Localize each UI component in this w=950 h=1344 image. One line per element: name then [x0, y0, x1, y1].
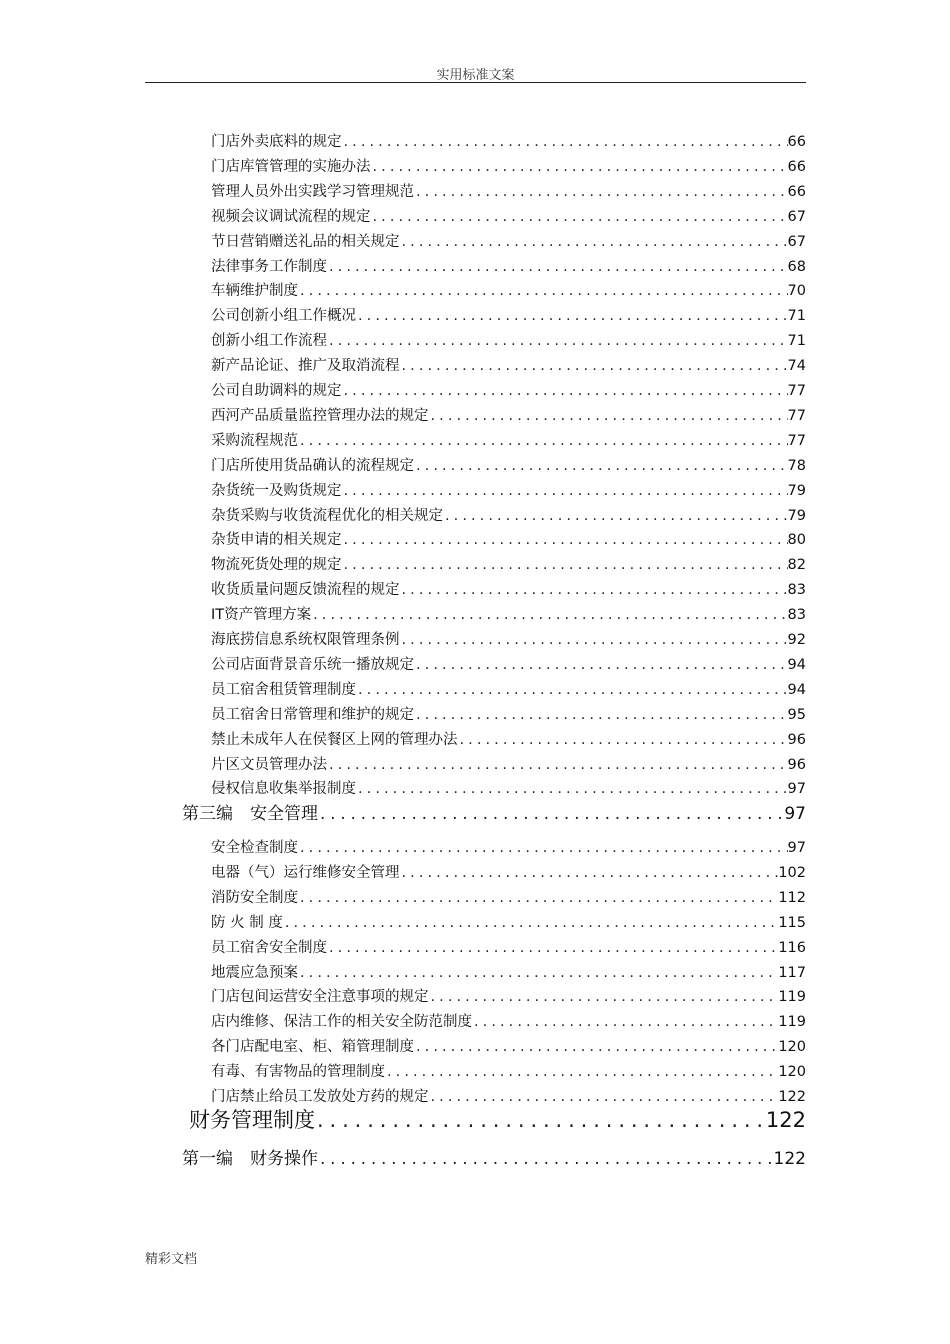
page-footer: 精彩文档 — [145, 1252, 198, 1267]
toc-entry-page: 77 — [787, 407, 806, 424]
toc-entry[interactable] — [211, 628, 806, 649]
toc-entry-title: 安全检查制度 — [211, 840, 298, 856]
toc-entry[interactable] — [211, 479, 806, 500]
toc-leader-dots — [472, 1014, 778, 1030]
toc-entry-title: 物流死货处理的规定 — [211, 557, 342, 574]
toc-entry-page: 66 — [787, 134, 806, 150]
toc-entry-title: 法律事务工作制度 — [211, 258, 327, 275]
toc-entry-page: 67 — [787, 233, 806, 250]
toc-leader-dots — [298, 840, 788, 856]
toc-entry[interactable] — [211, 961, 806, 982]
toc-entry-page: 120 — [778, 1064, 806, 1081]
toc-entry-page: 115 — [778, 914, 806, 931]
toc-entry[interactable] — [211, 703, 806, 724]
toc-entry-title: 员工宿舍日常管理和维护的规定 — [211, 706, 414, 723]
toc-entry[interactable] — [211, 728, 806, 749]
toc-entry[interactable] — [211, 553, 806, 574]
toc-entry-title: 地震应急预案 — [211, 964, 298, 981]
toc-entry-title: 侵权信息收集举报制度 — [211, 781, 356, 798]
page-header: 实用标准文案 — [436, 68, 515, 83]
toc-entry-page: 71 — [787, 333, 806, 350]
toc-entry[interactable] — [211, 304, 806, 325]
toc-entry-page: 97 — [784, 804, 806, 824]
toc-leader-dots — [342, 532, 788, 548]
toc-leader-dots — [414, 657, 788, 673]
toc-entry-title: 公司自助调料的规定 — [211, 383, 342, 399]
toc-entry-title: IT资产管理方案 — [211, 607, 312, 624]
toc-leader-dots — [327, 259, 788, 275]
toc-entry-page: 79 — [787, 507, 806, 524]
toc-entry-title: 门店外卖底料的规定 — [211, 134, 342, 150]
toc-leader-dots — [400, 358, 788, 374]
toc-leader-dots — [414, 458, 788, 474]
toc-entry-page: 67 — [787, 208, 806, 225]
toc-entry-title: 第一编 财务操作 — [182, 1149, 318, 1169]
toc-entry-page: 119 — [778, 989, 806, 1006]
toc-leader-dots — [283, 915, 778, 931]
toc-entry-page: 83 — [787, 582, 806, 599]
toc-entry-page: 92 — [787, 632, 806, 648]
toc-entry-title: 公司店面背景音乐统一播放规定 — [211, 656, 414, 673]
toc-entry[interactable] — [211, 678, 806, 699]
toc-leader-dots — [298, 890, 778, 906]
toc-entry[interactable] — [211, 578, 806, 599]
toc-entry[interactable] — [182, 799, 806, 824]
toc-leader-dots — [458, 732, 788, 748]
toc-leader-dots — [318, 1149, 774, 1169]
toc-entry-page: 120 — [778, 1039, 806, 1056]
toc-entry-page: 70 — [787, 283, 806, 300]
toc-entry-page: 82 — [787, 557, 806, 574]
toc-leader-dots — [385, 1064, 778, 1080]
toc-leader-dots — [315, 1108, 766, 1132]
toc-entry-page: 77 — [787, 383, 806, 399]
toc-leader-dots — [371, 159, 788, 175]
toc-entry-title: 消防安全制度 — [211, 889, 298, 906]
toc-leader-dots — [414, 707, 788, 723]
toc-entry-title: 门店库管管理的实施办法 — [211, 158, 371, 175]
toc-leader-dots — [298, 283, 788, 299]
toc-entry[interactable] — [211, 155, 806, 176]
toc-entry-title: 员工宿舍安全制度 — [211, 939, 327, 956]
toc-entry[interactable] — [211, 861, 806, 882]
toc-entry[interactable] — [182, 1144, 806, 1169]
toc-entry[interactable] — [211, 1010, 806, 1031]
toc-entry-title: 采购流程规范 — [211, 432, 298, 449]
toc-entry-page: 66 — [787, 183, 806, 200]
toc-entry-page: 83 — [787, 607, 806, 624]
toc-leader-dots — [400, 234, 788, 250]
toc-leader-dots — [342, 557, 788, 573]
toc-entry-page: 117 — [778, 964, 806, 981]
toc-entry-title: 节日营销赠送礼品的相关规定 — [211, 233, 400, 250]
toc-entry-title: 财务管理制度 — [189, 1108, 315, 1132]
toc-entry-title: 防 火 制 度 — [211, 914, 283, 931]
toc-entry-title: 第三编 安全管理 — [182, 804, 318, 824]
toc-entry[interactable] — [211, 354, 806, 375]
toc-entry[interactable] — [211, 836, 806, 857]
toc-entry[interactable] — [211, 180, 806, 201]
toc-entry-page: 97 — [787, 781, 806, 798]
toc-leader-dots — [342, 383, 788, 399]
toc-entry[interactable] — [211, 603, 806, 624]
toc-leader-dots — [298, 965, 778, 981]
toc-leader-dots — [356, 781, 788, 797]
toc-leader-dots — [327, 940, 778, 956]
toc-entry-page: 102 — [778, 864, 806, 881]
toc-entry-title: 管理人员外出实践学习管理规范 — [211, 183, 414, 200]
toc-entry-page: 96 — [787, 731, 806, 748]
toc-entry-page: 94 — [787, 656, 806, 673]
toc-entry-title: 电器（气）运行维修安全管理 — [211, 864, 400, 881]
toc-entry-title: 新产品论证、推广及取消流程 — [211, 358, 400, 375]
toc-entry[interactable] — [189, 1104, 806, 1134]
toc-entry[interactable] — [211, 528, 806, 549]
toc-entry[interactable] — [211, 230, 806, 251]
toc-entry-page: 116 — [778, 939, 806, 956]
toc-leader-dots — [356, 308, 788, 324]
toc-entry-title: 车辆维护制度 — [211, 283, 298, 300]
toc-entry-title: 视频会议调试流程的规定 — [211, 208, 371, 225]
toc-leader-dots — [318, 804, 784, 824]
toc-entry-title: 海底捞信息系统权限管理条例 — [211, 632, 400, 648]
toc-entry-title: 员工宿舍租赁管理制度 — [211, 681, 356, 698]
toc-leader-dots — [400, 865, 779, 881]
toc-leader-dots — [327, 757, 788, 773]
toc-entry[interactable] — [211, 911, 806, 932]
toc-leader-dots — [400, 632, 788, 648]
toc-leader-dots — [429, 1089, 779, 1105]
toc-entry-page: 78 — [787, 457, 806, 474]
toc-entry[interactable] — [211, 504, 806, 525]
toc-entry-title: 创新小组工作流程 — [211, 333, 327, 350]
toc-entry[interactable] — [211, 886, 806, 907]
toc-leader-dots — [327, 333, 788, 349]
toc-entry-page: 122 — [773, 1149, 806, 1169]
toc-entry-title: 杂货申请的相关规定 — [211, 532, 342, 549]
toc-entry-title: 门店禁止给员工发放处方药的规定 — [211, 1089, 429, 1105]
toc-entry-page: 94 — [787, 681, 806, 698]
toc-entry-title: 杂货统一及购货规定 — [211, 482, 342, 499]
toc-leader-dots — [429, 989, 779, 1005]
toc-entry-page: 122 — [765, 1108, 806, 1132]
toc-entry[interactable] — [211, 653, 806, 674]
toc-entry-title: 门店所使用货品确认的流程规定 — [211, 457, 414, 474]
toc-entry-title: 有毒、有害物品的管理制度 — [211, 1064, 385, 1081]
toc-entry[interactable] — [211, 329, 806, 350]
toc-entry-page: 122 — [778, 1089, 806, 1105]
toc-entry-page: 71 — [787, 308, 806, 325]
toc-entry-title: 门店包间运营安全注意事项的规定 — [211, 989, 429, 1006]
toc-entry-page: 95 — [787, 706, 806, 723]
toc-entry-page: 80 — [787, 532, 806, 549]
toc-entry[interactable] — [211, 130, 806, 151]
toc-entry[interactable] — [211, 429, 806, 450]
toc-entry-page: 112 — [778, 889, 806, 906]
toc-entry[interactable] — [211, 279, 806, 300]
toc-entry-page: 74 — [787, 358, 806, 375]
toc-entry[interactable] — [211, 205, 806, 226]
toc-entry[interactable] — [211, 404, 806, 425]
toc-entry-title: 收货质量问题反馈流程的规定 — [211, 582, 400, 599]
toc-entry[interactable] — [211, 379, 806, 400]
toc-leader-dots — [443, 508, 788, 524]
toc-leader-dots — [342, 134, 788, 150]
toc-entry[interactable] — [211, 1060, 806, 1081]
toc-entry-page: 79 — [787, 482, 806, 499]
toc-entry[interactable] — [211, 777, 806, 798]
toc-leader-dots — [342, 483, 788, 499]
toc-leader-dots — [311, 607, 787, 623]
toc-leader-dots — [414, 184, 788, 200]
toc-entry-title: 片区文员管理办法 — [211, 756, 327, 773]
toc-leader-dots — [400, 582, 788, 598]
toc-entry[interactable] — [211, 1035, 806, 1056]
toc-entry[interactable] — [211, 1085, 806, 1106]
toc-entry[interactable] — [211, 454, 806, 475]
toc-entry[interactable] — [211, 255, 806, 276]
toc-entry-title: 禁止未成年人在侯餐区上网的管理办法 — [211, 731, 458, 748]
toc-entry-page: 119 — [778, 1014, 806, 1031]
toc-entry[interactable] — [211, 936, 806, 957]
toc-entry[interactable] — [211, 753, 806, 774]
toc-entry-page: 77 — [787, 432, 806, 449]
toc-leader-dots — [371, 209, 788, 225]
toc-entry-title: 公司创新小组工作概况 — [211, 308, 356, 325]
toc-entry-title: 各门店配电室、柜、箱管理制度 — [211, 1039, 414, 1056]
toc-entry-title: 店内维修、保洁工作的相关安全防范制度 — [211, 1014, 472, 1031]
toc-leader-dots — [298, 433, 788, 449]
toc-entry[interactable] — [211, 985, 806, 1006]
toc-entry-title: 杂货采购与收货流程优化的相关规定 — [211, 507, 443, 524]
toc-entry-page: 96 — [787, 756, 806, 773]
toc-leader-dots — [356, 682, 788, 698]
toc-leader-dots — [429, 408, 788, 424]
toc-entry-page: 68 — [787, 258, 806, 275]
toc-entry-page: 97 — [787, 840, 806, 856]
toc-entry-page: 66 — [787, 158, 806, 175]
toc-entry-title: 西河产品质量监控管理办法的规定 — [211, 407, 429, 424]
toc-leader-dots — [414, 1039, 778, 1055]
